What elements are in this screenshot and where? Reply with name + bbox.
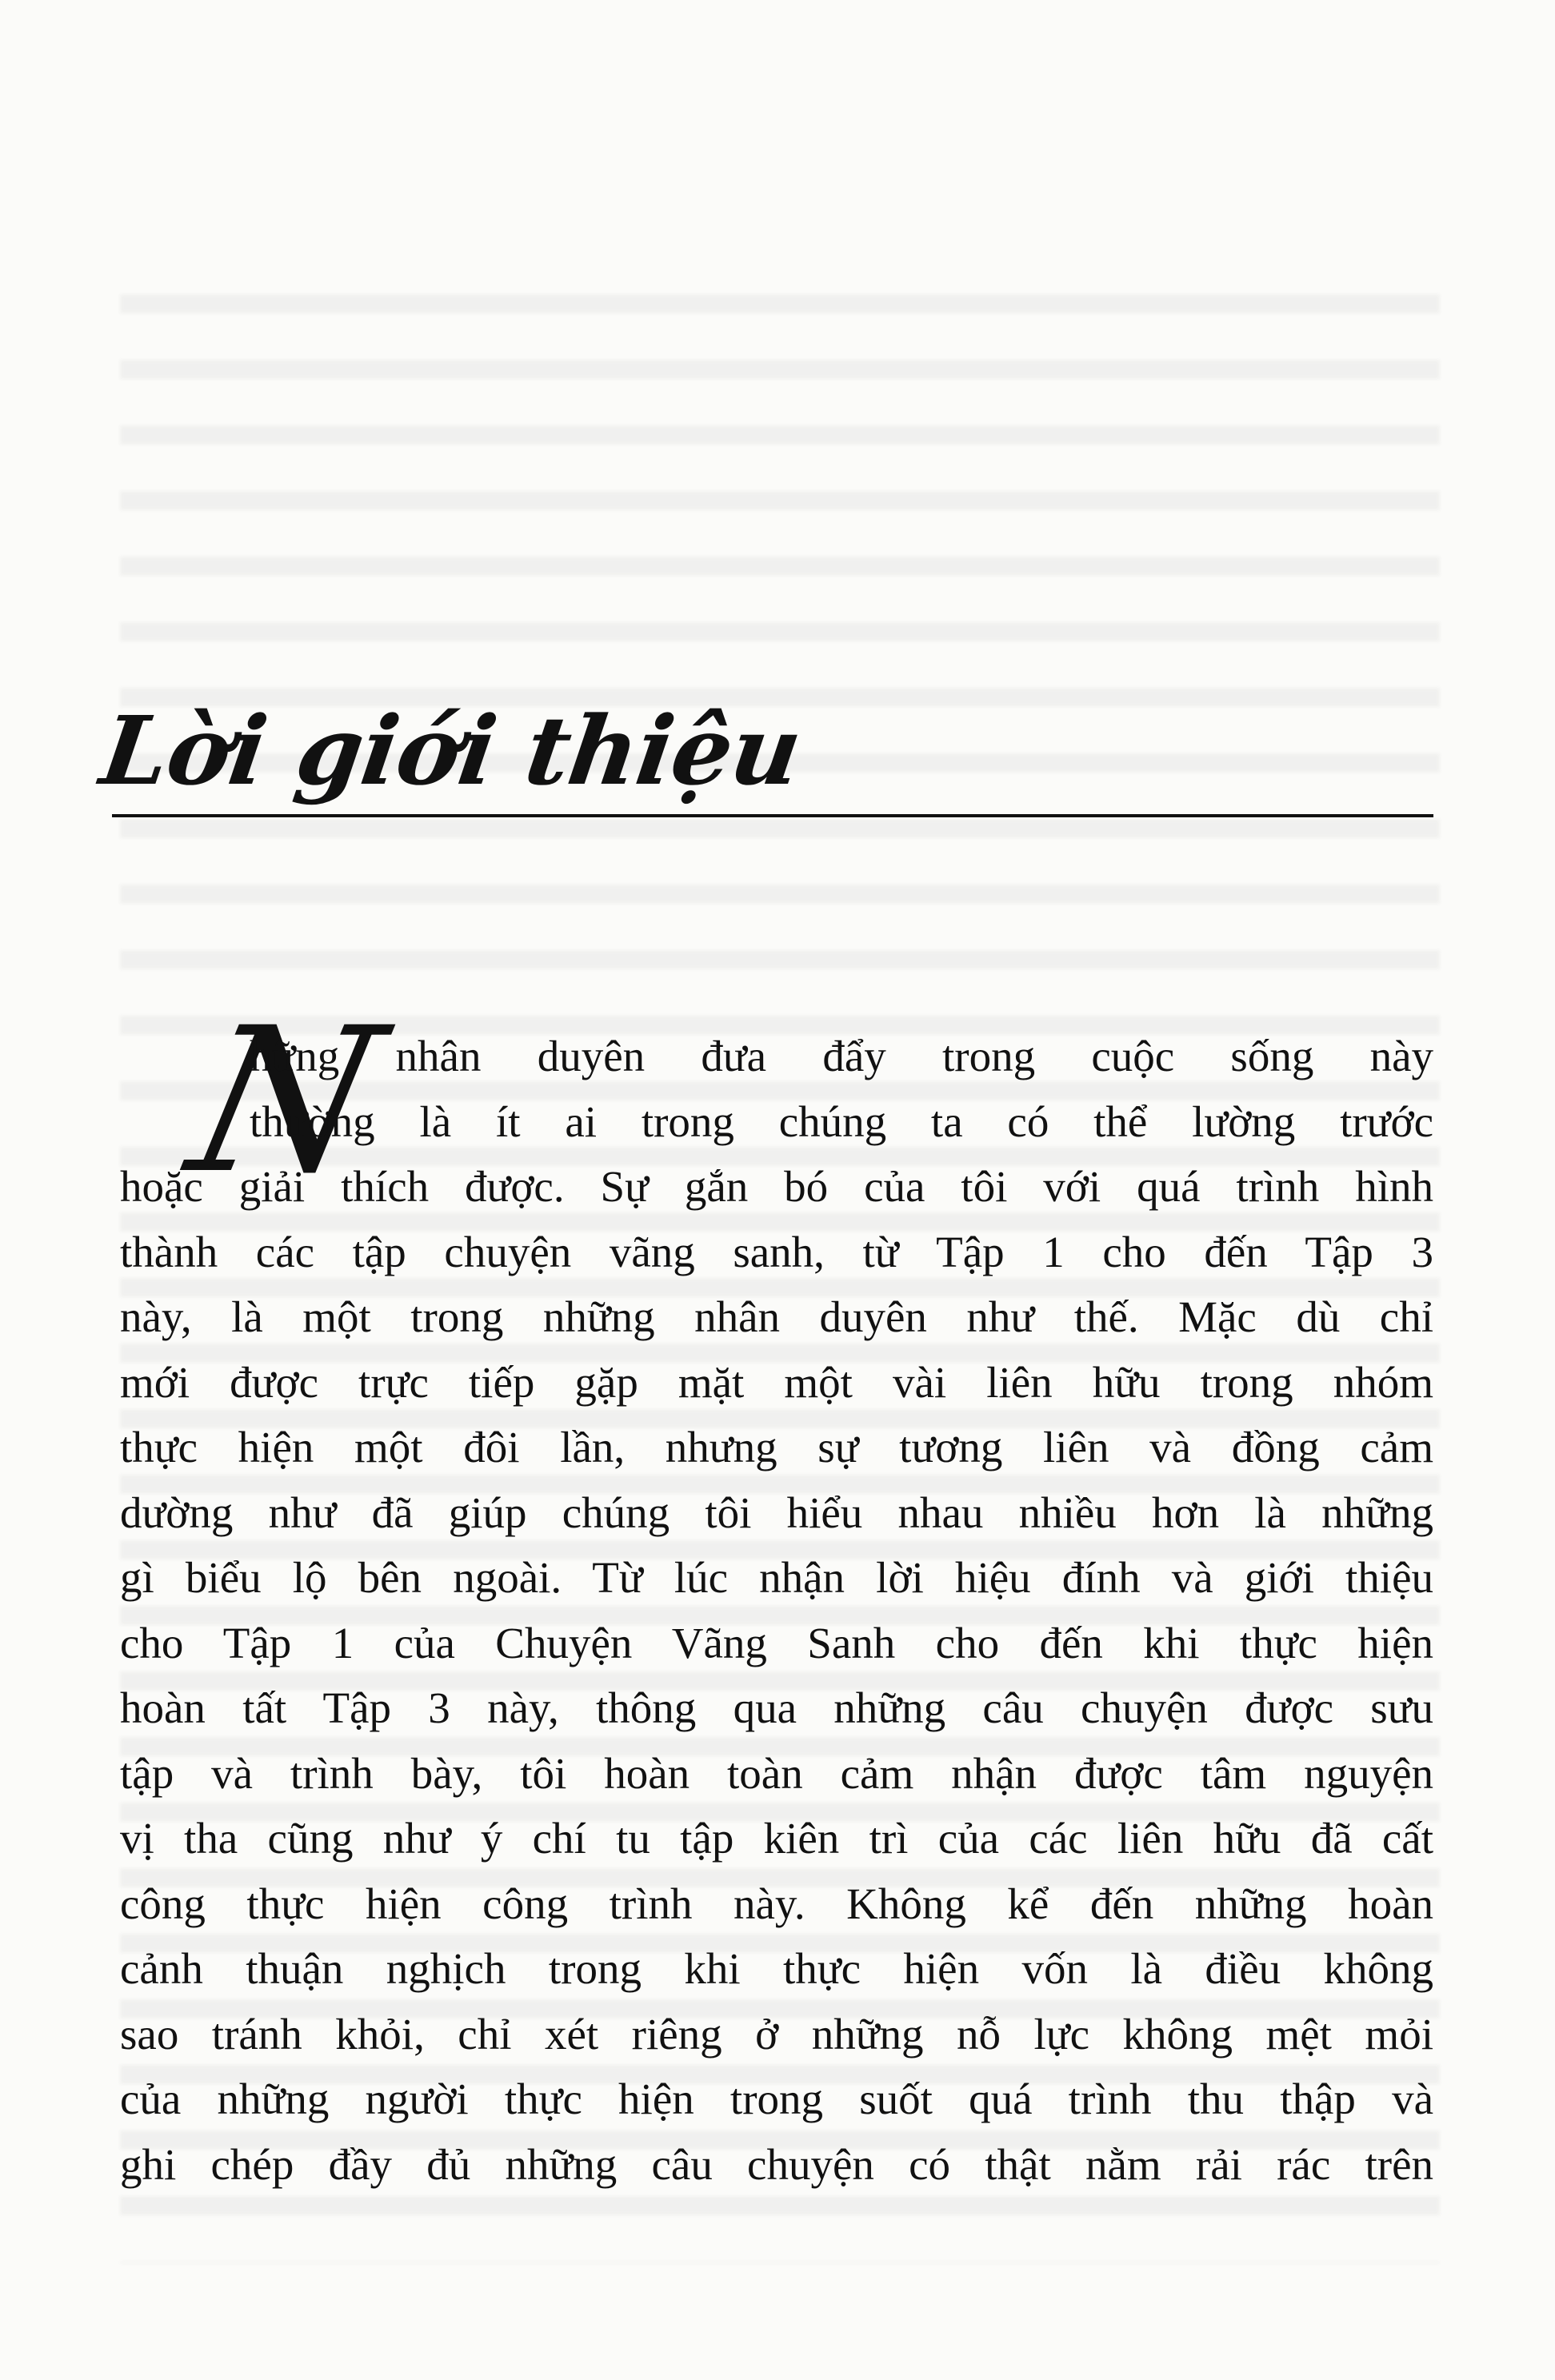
text-line: cho Tập 1 của Chuyện Vãng Sanh cho đến khi thực hiện xyxy=(120,1618,1433,1667)
text-line: tập và trình bày, tôi hoàn toàn cảm nhận được tâm nguyện xyxy=(120,1748,1433,1798)
text-line: hoàn tất Tập 3 này, thông qua những câu chuyện được sưu xyxy=(120,1683,1433,1732)
text-line: dường như đã giúp chúng tôi hiểu nhau nhiều hơn là những xyxy=(120,1488,1433,1537)
text-line: hoặc giải thích được. Sự gắn bó của tôi với quá trình hình xyxy=(120,1162,1433,1211)
text-line: ghi chép đầy đủ những câu chuyện có thật nằm rải rác trên xyxy=(120,2139,1433,2189)
text-line: thường là ít ai trong chúng ta có thể lường trước xyxy=(250,1096,1433,1146)
body-text xyxy=(120,1024,1433,2197)
text-line: của những người thực hiện trong suốt quá trình thu thập và xyxy=(120,2075,1433,2123)
section-heading: Lời giới thiệu xyxy=(94,695,808,806)
text-line: cảnh thuận nghịch trong khi thực hiện vốn là điều không xyxy=(120,1944,1433,1993)
text-line: thành các tập chuyện vãng sanh, từ Tập 1 cho đến Tập 3 xyxy=(120,1227,1433,1276)
text-line: vị tha cũng như ý chí tu tập kiên trì của các liên hữu đã cất xyxy=(120,1814,1433,1863)
heading-underline xyxy=(112,814,1433,817)
text-line: thực hiện một đôi lần, nhưng sự tương liên và đồng cảm xyxy=(120,1423,1433,1472)
text-line: công thực hiện công trình này. Không kể đến những hoàn xyxy=(120,1879,1433,1928)
drop-cap: N xyxy=(174,984,398,1217)
text-line: gì biểu lộ bên ngoài. Từ lúc nhận lời hiệu đính và giới thiệu xyxy=(120,1553,1433,1602)
text-line: này, là một trong những nhân duyên như thế. Mặc dù chỉ xyxy=(120,1292,1433,1341)
text-line: sao tránh khỏi, chỉ xét riêng ở những nỗ lực không mệt mỏi xyxy=(120,2009,1433,2059)
text-line: hững nhân duyên đưa đẩy trong cuộc sống này xyxy=(250,1032,1433,1080)
text-line: mới được trực tiếp gặp mặt một vài liên hữu trong nhóm xyxy=(120,1357,1433,1407)
